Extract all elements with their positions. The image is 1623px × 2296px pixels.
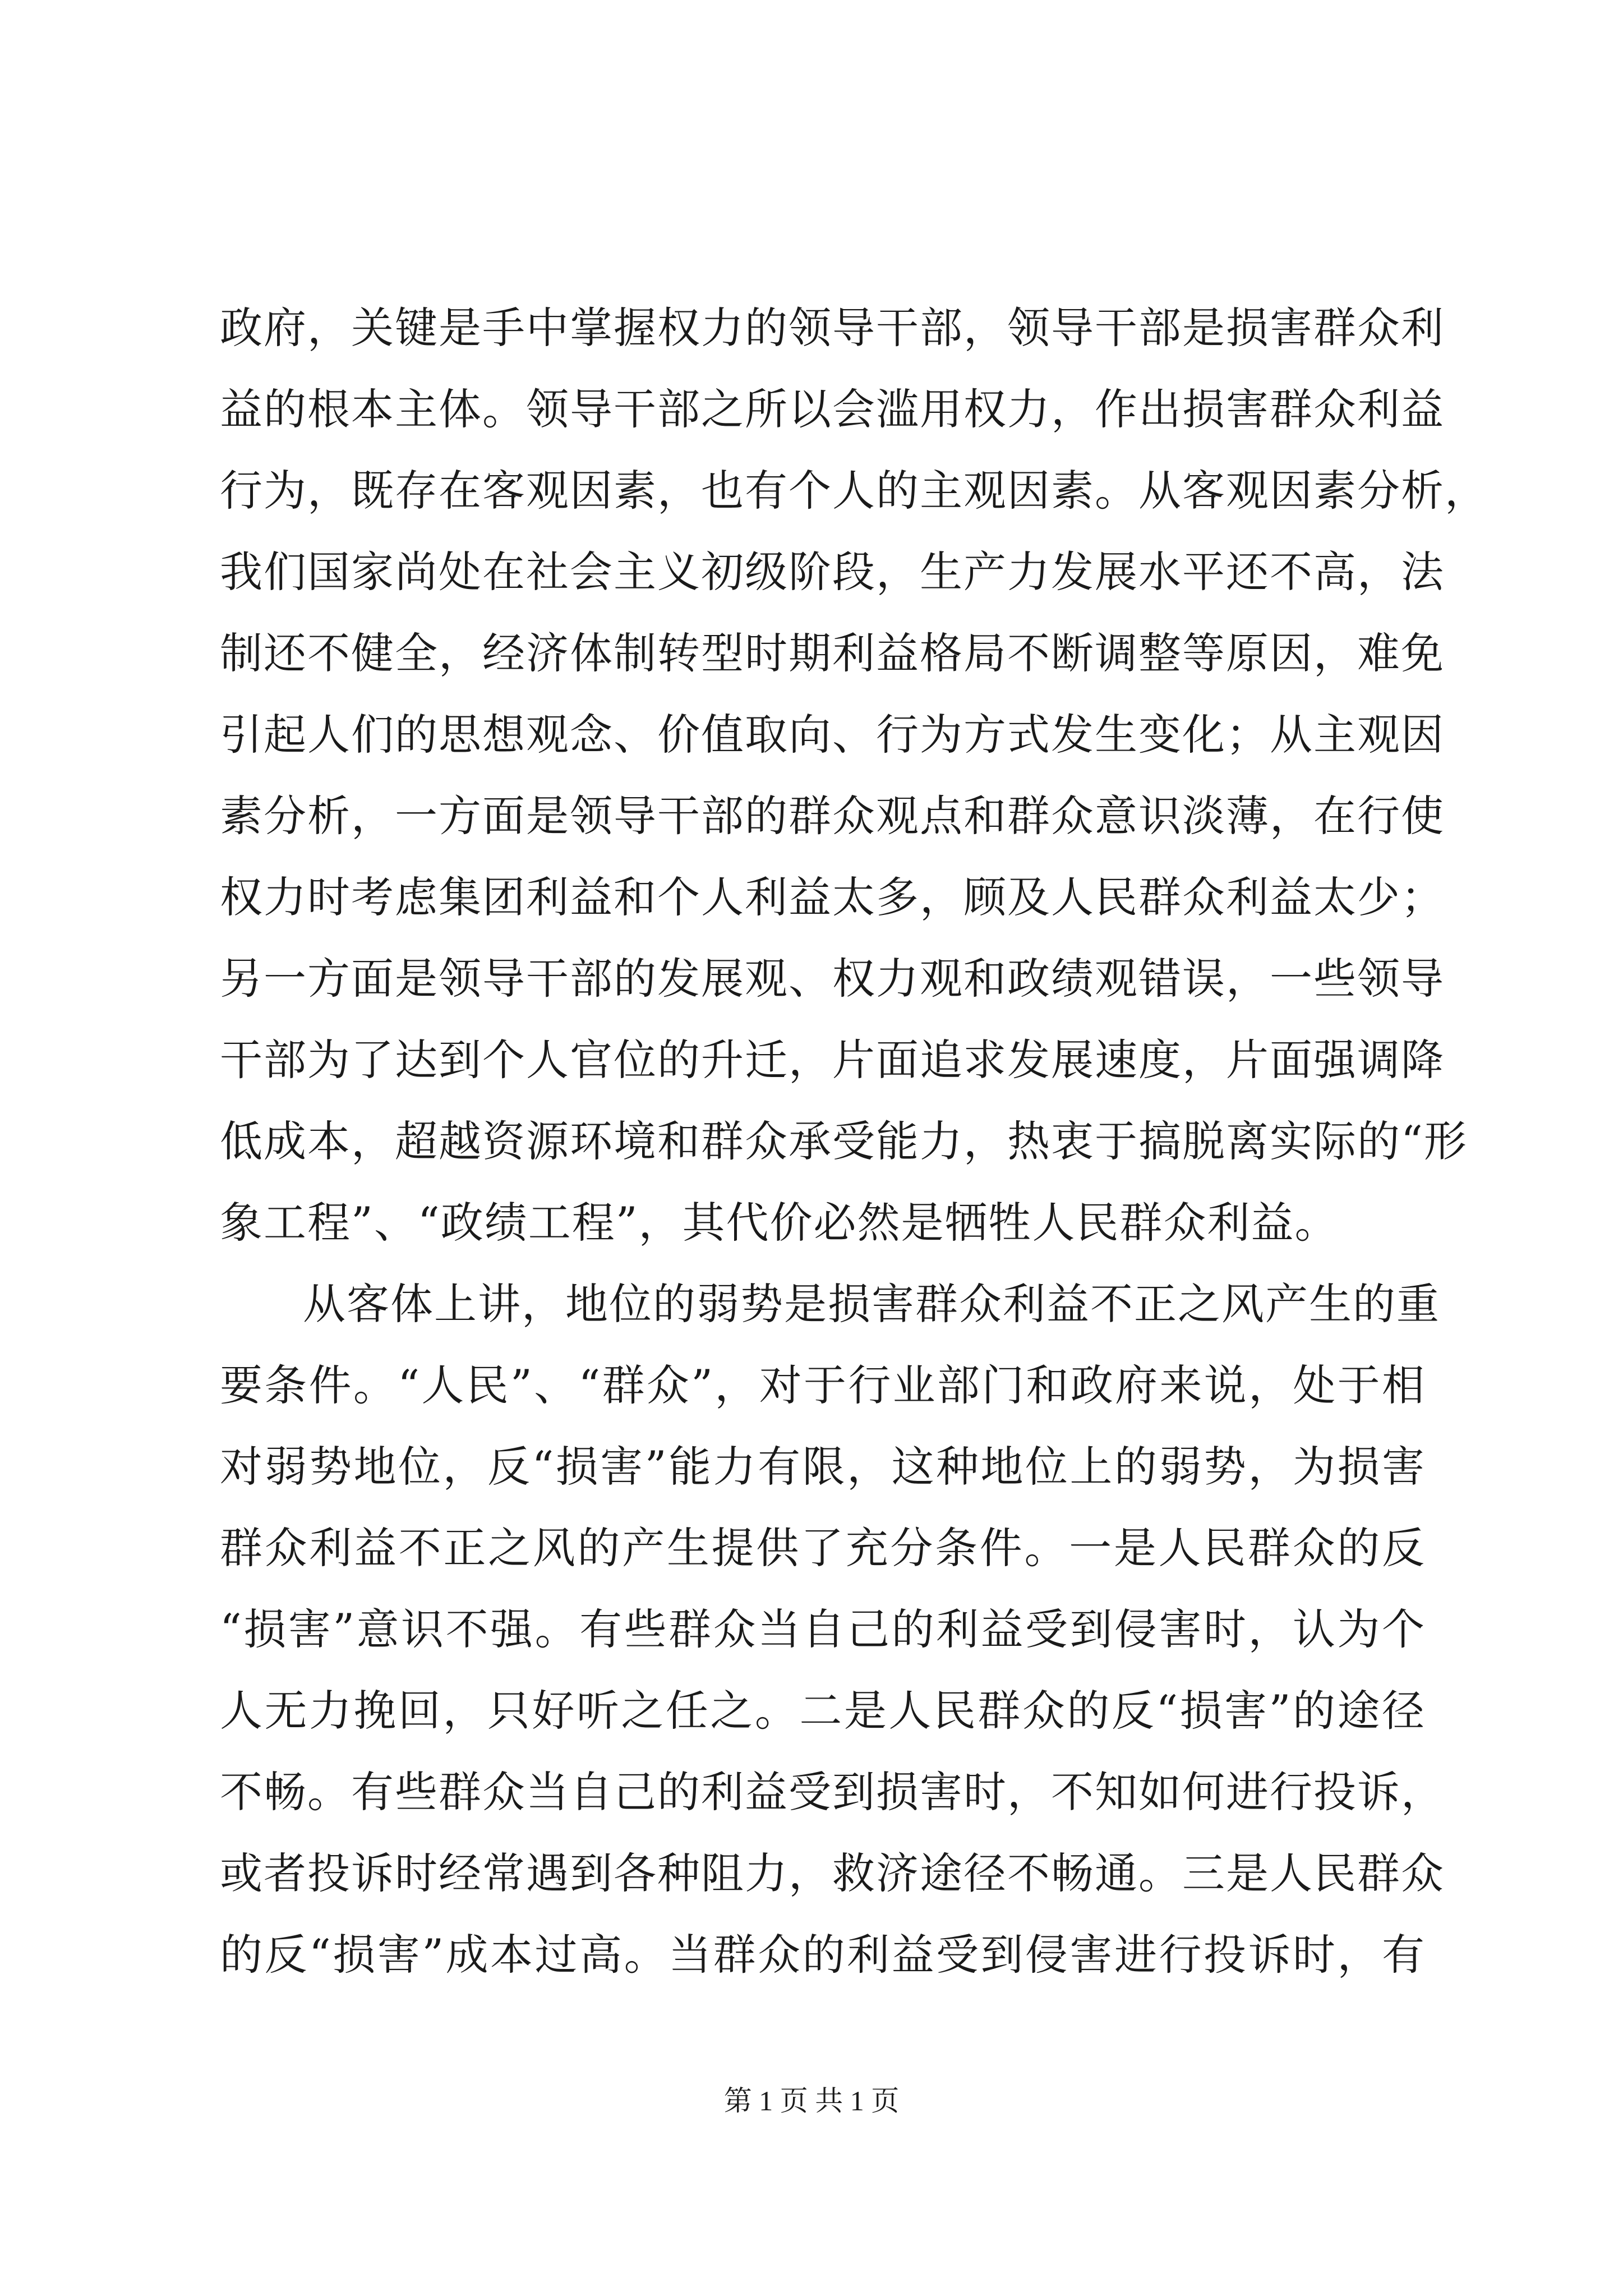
- text-line-2: 益的根本主体。领导干部之所以会滥用权力，作出损害群众利益: [220, 384, 1445, 434]
- text-line-16: 群众利益不正之风的产生提供了充分条件。一是人民群众的反: [220, 1523, 1426, 1573]
- text-line-20: 或者投诉时经常遇到各种阻力，救济途径不畅通。三是人民群众: [220, 1848, 1445, 1898]
- text-line-21: 的反“损害”成本过高。当群众的利益受到侵害进行投诉时，有: [220, 1930, 1426, 1980]
- text-line-7: 素分析，一方面是领导干部的群众观点和群众意识淡薄，在行使: [220, 791, 1445, 841]
- text-line-19: 不畅。有些群众当自己的利益受到损害时，不知如何进行投诉，: [220, 1767, 1445, 1817]
- text-line-17: “损害”意识不强。有些群众当自己的利益受到侵害时，认为个: [220, 1604, 1426, 1654]
- page-footer: 第 1 页 共 1 页: [723, 2085, 900, 2116]
- text-line-18: 人无力挽回，只好听之任之。二是人民群众的反“损害”的途径: [220, 1686, 1426, 1736]
- text-line-15: 对弱势地位，反“损害”能力有限，这种地位上的弱势，为损害: [220, 1442, 1426, 1492]
- text-line-13: 从客体上讲，地位的弱势是损害群众利益不正之风产生的重: [303, 1279, 1440, 1329]
- text-line-5: 制还不健全，经济体制转型时期利益格局不断调整等原因，难免: [220, 628, 1445, 678]
- text-line-1: 政府，关键是手中掌握权力的领导干部，领导干部是损害群众利: [220, 303, 1445, 353]
- text-line-11: 低成本，超越资源环境和群众承受能力，热衷于搞脱离实际的“形: [220, 1116, 1468, 1166]
- text-line-10: 干部为了达到个人官位的升迁，片面追求发展速度，片面强调降: [220, 1035, 1445, 1085]
- text-line-4: 我们国家尚处在社会主义初级阶段，生产力发展水平还不高，法: [220, 547, 1445, 597]
- text-line-3: 行为，既存在客观因素，也有个人的主观因素。从客观因素分析，: [220, 466, 1488, 516]
- text-line-9: 另一方面是领导干部的发展观、权力观和政绩观错误，一些领导: [220, 954, 1445, 1004]
- text-line-8: 权力时考虑集团利益和个人利益太多，顾及人民群众利益太少；: [220, 872, 1445, 922]
- text-line-12: 象工程”、“政绩工程”，其代价必然是牺牲人民群众利益。: [220, 1198, 1339, 1248]
- text-line-14: 要条件。“人民”、“群众”，对于行业部门和政府来说，处于相: [220, 1360, 1426, 1410]
- text-line-6: 引起人们的思想观念、价值取向、行为方式发生变化；从主观因: [220, 710, 1445, 760]
